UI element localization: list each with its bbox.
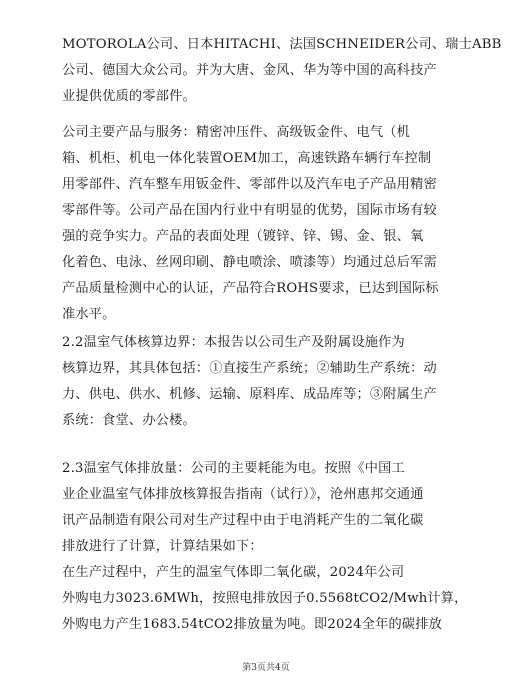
text-line: 箱、机柜、机电一体化装置OEM加工，高速铁路车辆行车控制 xyxy=(62,151,432,166)
text-line: 在生产过程中，产生的温室气体即二氧化碳，2024年公司 xyxy=(62,565,405,580)
text-line: 准水平。 xyxy=(62,307,116,322)
text-line: 业企业温室气体排放核算报告指南（试行）》，沧州惠邦交通通 xyxy=(62,487,424,502)
text-line: 业提供优质的零部件。 xyxy=(62,89,196,104)
text-line: 外购电力3023.6MWh，按照电排放因子0.5568tCO2/Mwh计算， xyxy=(62,591,468,606)
text-line: 核算边界，其具体包括：①直接生产系统；②辅助生产系统：动 xyxy=(62,361,437,376)
text-line: 零部件等。公司产品在国内行业中有明显的优势，国际市场有较 xyxy=(62,203,437,218)
text-line: MOTOROLA公司、日本HITACHI、法国SCHNEIDER公司、瑞士ABB xyxy=(62,37,502,52)
text-line: 2.3温室气体排放量：公司的主要耗能为电。按照《中国工 xyxy=(62,461,405,476)
text-line: 公司、德国大众公司。并为大唐、金风、华为等中国的高科技产 xyxy=(62,63,437,78)
text-line: 系统：食堂、办公楼。 xyxy=(62,413,196,428)
paragraph-intro xyxy=(62,32,502,110)
paragraph-products xyxy=(62,120,462,328)
text-line: 外购电力产生1683.54tCO2排放量为吨。即2024全年的碳排放 xyxy=(62,617,443,632)
text-line: 化着色、电泳、丝网印刷、静电喷涂、喷漆等）均通过总后军需 xyxy=(62,255,437,270)
paragraph-boundary xyxy=(62,330,462,434)
text-line: 用零部件、汽车整车用钣金件、零部件以及汽车电子产品用精密 xyxy=(62,177,437,192)
paragraph-emissions xyxy=(62,456,462,560)
text-line: 2.2温室气体核算边界：本报告以公司生产及附属设施作为 xyxy=(62,335,405,350)
text-line: 公司主要产品与服务：精密冲压件、高级钣金件、电气（机 xyxy=(62,125,411,140)
paragraph-calculation xyxy=(62,560,468,638)
text-line: 排放进行了计算，计算结果如下： xyxy=(62,539,263,554)
page-number: 第3页共4页 xyxy=(242,663,290,673)
text-line: 产品质量检测中心的认证，产品符合ROHS要求，已达到国际标 xyxy=(62,281,439,296)
text-line: 讯产品制造有限公司对生产过程中由于电消耗产生的二氧化碳 xyxy=(62,513,424,528)
text-line: 力、供电、供水、机修、运输、原料库、成品库等；③附属生产 xyxy=(62,387,437,402)
text-line: 强的竞争实力。产品的表面处理（镀锌、锌、锡、金、银、氧 xyxy=(62,229,424,244)
